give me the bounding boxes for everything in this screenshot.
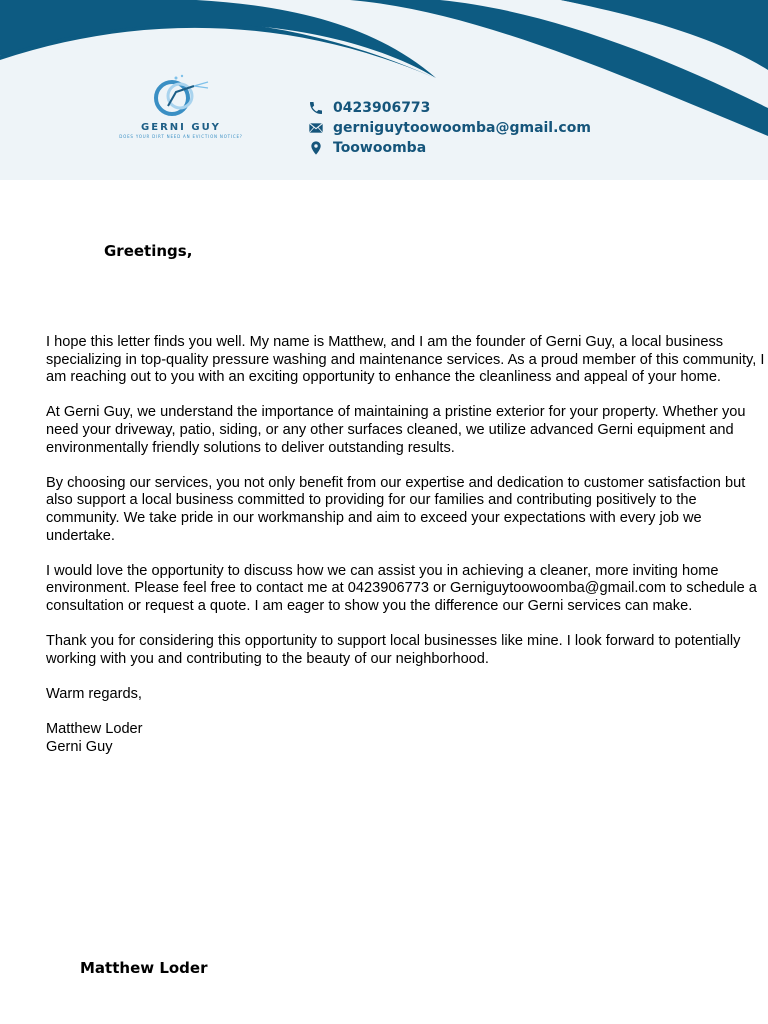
- contact-phone[interactable]: [307, 98, 591, 118]
- letterhead: [0, 0, 768, 180]
- paragraph-2: At Gerni Guy, we understand the importance of maintaining a pristine exterior for your property. Whether you need your driveway, patio, siding, or any other surfaces cleaned, we utilize advanced Gerni equipment and environmentally friendly solutions to deliver outstanding results.: [46, 404, 746, 456]
- phone-number: 0423906773: [333, 100, 431, 116]
- gerni-logo-icon: [146, 72, 216, 120]
- letter-greeting: Greetings,: [104, 242, 193, 260]
- signature: Matthew Loder: [80, 959, 208, 977]
- contact-block: [307, 98, 591, 158]
- letter-body: [46, 334, 766, 756]
- paragraph-3: By choosing our services, you not only benefit from our expertise and dedication to customer satisfaction but also support a local business committed to providing for our families and contributing positively to the community. We take pride in our workmanship and aim to exceed your expectations with every job we undertake.: [46, 474, 746, 544]
- location-pin-icon: [307, 140, 325, 156]
- sender-company: Gerni Guy: [46, 738, 113, 755]
- phone-icon: [307, 100, 325, 116]
- logo-tagline: DOES YOUR DIRT NEED AN EVICTION NOTICE?: [119, 134, 243, 139]
- paragraph-4: I would love the opportunity to discuss how we can assist you in achieving a cleaner, more inviting home environment. Please feel free to contact me at 0423906773 or Gerniguytoowoomba@gmail.com to schedule a consultation or request a quote. I am eager to show you the difference our Gerni services can make.: [46, 562, 757, 614]
- sender-name: Matthew Loder: [46, 721, 143, 738]
- logo-name: GERNI GUY: [141, 122, 221, 133]
- contact-location: [307, 138, 591, 158]
- location-text: Toowoomba: [333, 140, 427, 156]
- paragraph-5: Thank you for considering this opportunity to support local businesses like mine. I look forward to potentially working with you and contributing to the beauty of our neighborhood.: [46, 633, 741, 667]
- company-logo: [116, 72, 246, 144]
- paragraph-1: I hope this letter finds you well. My name is Matthew, and I am the founder of Gerni Guy, a local business specializing in top-quality pressure washing and maintenance services. As a proud member of this community, I am reaching out to you with an exciting opportunity to enhance the cleanliness and appeal of your home.: [46, 334, 765, 386]
- contact-email[interactable]: [307, 118, 591, 138]
- email-address: gerniguytoowoomba@gmail.com: [333, 120, 591, 136]
- closing: Warm regards,: [46, 685, 142, 702]
- mail-icon: [307, 120, 325, 136]
